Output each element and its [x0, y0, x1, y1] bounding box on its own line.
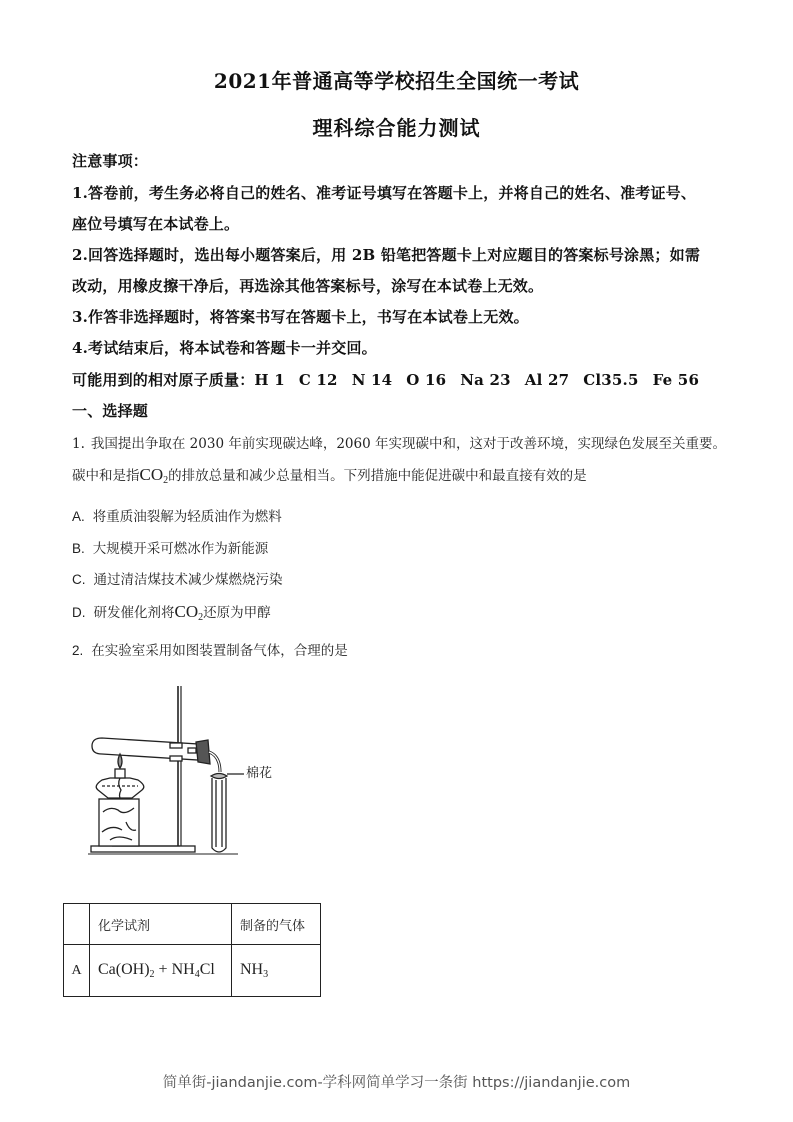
table-cell-gas: $NH_3$ [232, 945, 321, 997]
atomic-mass-c: C 12 [298, 371, 338, 389]
atomic-mass-o: O 16 [406, 371, 447, 389]
atomic-mass-na: Na 23 [460, 371, 511, 389]
lab-apparatus-figure [88, 682, 308, 862]
footer-watermark: 简单街-jiandanjie.com-学科网简单学习一条街 https://jiandanjie.com [162, 1075, 631, 1091]
question-1-line2 [72, 464, 752, 486]
table-header-gas: 制备的气体 [232, 904, 321, 945]
table-cell-option: A [64, 945, 90, 997]
section-heading: 一、选择题 [72, 402, 149, 420]
co2-formula: $CO_2$ [139, 465, 169, 486]
notice-item-4: 4.考试结束后，将本试卷和答题卡一并交回。 [72, 339, 377, 357]
reagent-table [63, 903, 321, 997]
notice-item-3: 3.作答非选择题时，将答案书写在答题卡上，书写在本试卷上无效。 [72, 308, 529, 326]
question-1-text-post: 的排放总量和减少总量相当。下列措施中能促进碳中和最直接有效的是 [168, 468, 587, 484]
question-2-line [72, 639, 348, 659]
notice-item-1-line2: 座位号填写在本试卷上。 [72, 215, 240, 233]
atomic-masses [72, 369, 732, 390]
question-1-number: 1. [72, 436, 85, 452]
question-2-text: 在实验室采用如图装置制备气体，合理的是 [91, 643, 348, 659]
notice-item-2-line1: 2.回答选择题时，选出每小题答案后，用 2B 铅笔把答题卡上对应题目的答案标号涂黑；如需 [72, 246, 701, 264]
table-header-reagent: 化学试剂 [90, 904, 232, 945]
atomic-mass-fe: Fe 56 [652, 371, 700, 389]
table-header-option [64, 904, 90, 945]
exam-title: 2021年普通高等学校招生全国统一考试 [213, 69, 580, 93]
question-2-number: 2. [72, 643, 84, 658]
cotton-label: 棉花 [246, 766, 273, 781]
question-1-option-d[interactable]: D. 研发催化剂将$CO_2$还原为甲醇 [72, 602, 271, 623]
exam-subtitle: 理科综合能力测试 [312, 116, 481, 140]
atomic-mass-cl: Cl35.5 [583, 371, 639, 389]
question-1-line1 [72, 432, 752, 452]
question-1-option-b[interactable]: B. 大规模开采可燃冰作为新能源 [72, 541, 269, 557]
atomic-mass-h: H 1 [254, 371, 285, 389]
question-1-option-a[interactable]: A. 将重质油裂解为轻质油作为燃料 [72, 509, 282, 525]
table-cell-reagent: $Ca(OH)_2 + NH_4Cl$ [90, 945, 232, 997]
notice-item-1-line1: 1.答卷前，考生务必将自己的姓名、准考证号填写在答题卡上，并将自己的姓名、准考证号、 [72, 184, 697, 202]
co2-formula: $CO_2$ [174, 602, 204, 623]
notice-heading: 注意事项： [72, 152, 149, 170]
table-header-row [64, 904, 321, 945]
question-1-text: 我国提出争取在 2030 年前实现碳达峰，2060 年实现碳中和，这对于改善环境，实现绿色发展至关重要。 [90, 436, 726, 452]
atomic-masses-label: 可能用到的相对原子质量： [72, 371, 255, 389]
question-1-option-c[interactable]: C. 通过清洁煤技术减少煤燃烧污染 [72, 572, 283, 588]
atomic-mass-al: Al 27 [524, 371, 570, 389]
atomic-mass-n: N 14 [351, 371, 393, 389]
table-row [64, 945, 321, 997]
notice-item-2-line2: 改动，用橡皮擦干净后，再选涂其他答案标号，涂写在本试卷上无效。 [72, 277, 544, 295]
question-1-text-pre: 碳中和是指 [72, 468, 140, 484]
